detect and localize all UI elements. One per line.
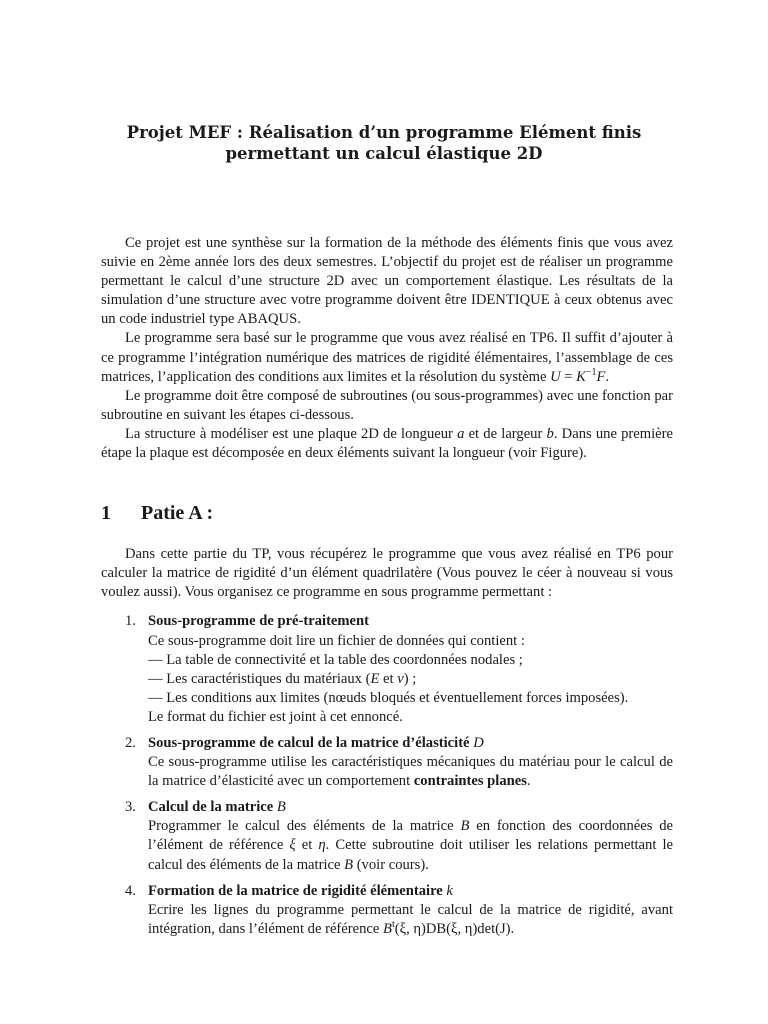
task-list	[101, 612, 673, 939]
intro-paragraph-2	[101, 329, 673, 386]
equation-exponent: −1	[585, 366, 597, 378]
document-title	[100, 122, 668, 164]
intro-paragraph-3: Le programme doit être composé de subroutines (ou sous-programmes) avec une fonction par subroutine en suivant les étapes ci-dessous.	[101, 387, 673, 423]
task-description-end: .	[526, 773, 531, 790]
task-item-3	[101, 798, 673, 874]
task-item-2	[101, 734, 673, 791]
task-description-end: .	[510, 920, 515, 937]
intro-paragraph-1: Ce projet est une synthèse sur la formation de la méthode des éléments finis que vous avez suivie en 2ème année lors des deux semestres. L’objectif du projet est de réaliser un programme permettant le calcul d’une structure 2D avec un comportement élastique. Les résultats de la simulation d’une structure avec votre programme doivent être IDENTIQUE à ceux obtenus avec un code industriel type ABAQUS.	[101, 235, 673, 328]
formula-B: B	[383, 920, 392, 937]
intro-paragraph-4-a: La structure à modéliser est une plaque 2D de longueur	[125, 425, 458, 442]
equation-U: U	[550, 368, 561, 385]
task-number: 4.	[125, 882, 136, 899]
variable-xi: ξ	[289, 837, 296, 854]
variable-b: b	[546, 425, 554, 442]
task-footer: Le format du fichier est joint à cet ennoncé.	[148, 708, 403, 725]
task-bullet-list	[148, 651, 673, 708]
task-item-4	[101, 882, 673, 939]
variable-D: D	[473, 734, 484, 751]
task-description-text: Ecrire les lignes du programme permettant le calcul de la matrice de rigidité, avant intégration, dans l’élément de référence	[148, 901, 673, 937]
task-description-text: . Cette subroutine doit utiliser les relations permettant le calcul des éléments de la matrice	[148, 837, 673, 873]
list-item: — Les conditions aux limites (nœuds bloqués et éventuellement forces imposées).	[148, 689, 629, 706]
equation-F: F	[596, 368, 606, 385]
task-description-text: et	[295, 837, 319, 854]
task-number: 1.	[125, 613, 136, 630]
section-heading	[101, 501, 673, 525]
title-line-1: Projet MEF : Réalisation d’un programme Elément finis	[126, 123, 642, 142]
list-item: — La table de connectivité et la table des coordonnées nodales ;	[148, 651, 523, 668]
variable-eta: η	[318, 837, 326, 854]
task-description-text: Programmer le calcul des éléments de la matrice	[148, 818, 461, 835]
task-description	[148, 901, 673, 939]
variable-B: B	[276, 799, 286, 816]
section-title: Patie A :	[141, 502, 214, 525]
intro-paragraph-4-c: . Dans une première étape la plaque est décomposée en deux éléments suivant la longueur (voir Figure).	[101, 425, 673, 462]
variable-E: E	[370, 670, 380, 687]
list-item-et: et	[379, 670, 398, 687]
task-title	[148, 882, 673, 901]
task-title	[148, 798, 673, 817]
intro-paragraph-4	[101, 425, 673, 463]
task-description-text: en fonction des coordonnées de l’élément de référence	[148, 818, 674, 854]
section-number: 1	[101, 502, 111, 525]
formula-transpose: t	[391, 918, 395, 930]
task-description-text: Ce sous-programme utilise les caractéristiques mécaniques du matériau pour le calcul de la matrice d’élasticité avec un comportement	[148, 754, 673, 790]
equation-K: K	[576, 368, 586, 385]
task-title	[148, 734, 673, 753]
task-number: 2.	[125, 734, 136, 751]
document-body	[101, 234, 673, 946]
task-description-bold: contraintes planes	[413, 773, 527, 790]
task-title-text: Formation de la matrice de rigidité élémentaire	[148, 882, 447, 899]
section-intro: Dans cette partie du TP, vous récupérez le programme que vous avez réalisé en TP6 pour calculer la matrice de rigidité d’un élément quadrilatère (Vous pouvez le céer à nouveau si vous voulez aussi). Vous organisez ce programme en sous programme permettant :	[101, 546, 673, 601]
task-title-text: Calcul de la matrice	[148, 799, 277, 816]
variable-k: k	[446, 882, 453, 899]
task-title: Sous-programme de pré-traitement	[148, 613, 370, 630]
variable-nu: ν	[397, 670, 404, 687]
task-description	[148, 753, 673, 791]
task-description	[148, 817, 673, 874]
task-title-text: Sous-programme de calcul de la matrice d’élasticité	[148, 734, 474, 751]
task-description: Ce sous-programme doit lire un fichier de données qui contient :	[148, 632, 525, 649]
title-line-2: permettant un calcul élastique 2D	[225, 144, 543, 163]
equation-equals: =	[560, 368, 577, 385]
task-description-text: (voir cours).	[353, 856, 429, 873]
task-item-1	[101, 612, 673, 727]
intro-paragraph-4-b: et de largeur	[464, 425, 547, 442]
variable-a: a	[457, 425, 465, 442]
intro-paragraph-2-end: .	[605, 368, 610, 385]
variable-B: B	[344, 856, 354, 873]
list-item-text: — Les caractéristiques du matériaux (	[148, 670, 371, 687]
formula-rest: (ξ, η)DB(ξ, η)det(J)	[394, 920, 511, 937]
variable-B: B	[460, 818, 470, 835]
list-item	[148, 670, 673, 689]
task-number: 3.	[125, 799, 136, 816]
list-item-end: ) ;	[403, 670, 417, 687]
intro-paragraph-2-text: Le programme sera basé sur le programme que vous avez réalisé en TP6. Il suffit d’ajouter à ce programme l’intégration numérique des matrices de rigidité élémentaires, l’assemblage de ces matrices, l’application des conditions aux limites et la résolution du système	[101, 330, 673, 385]
